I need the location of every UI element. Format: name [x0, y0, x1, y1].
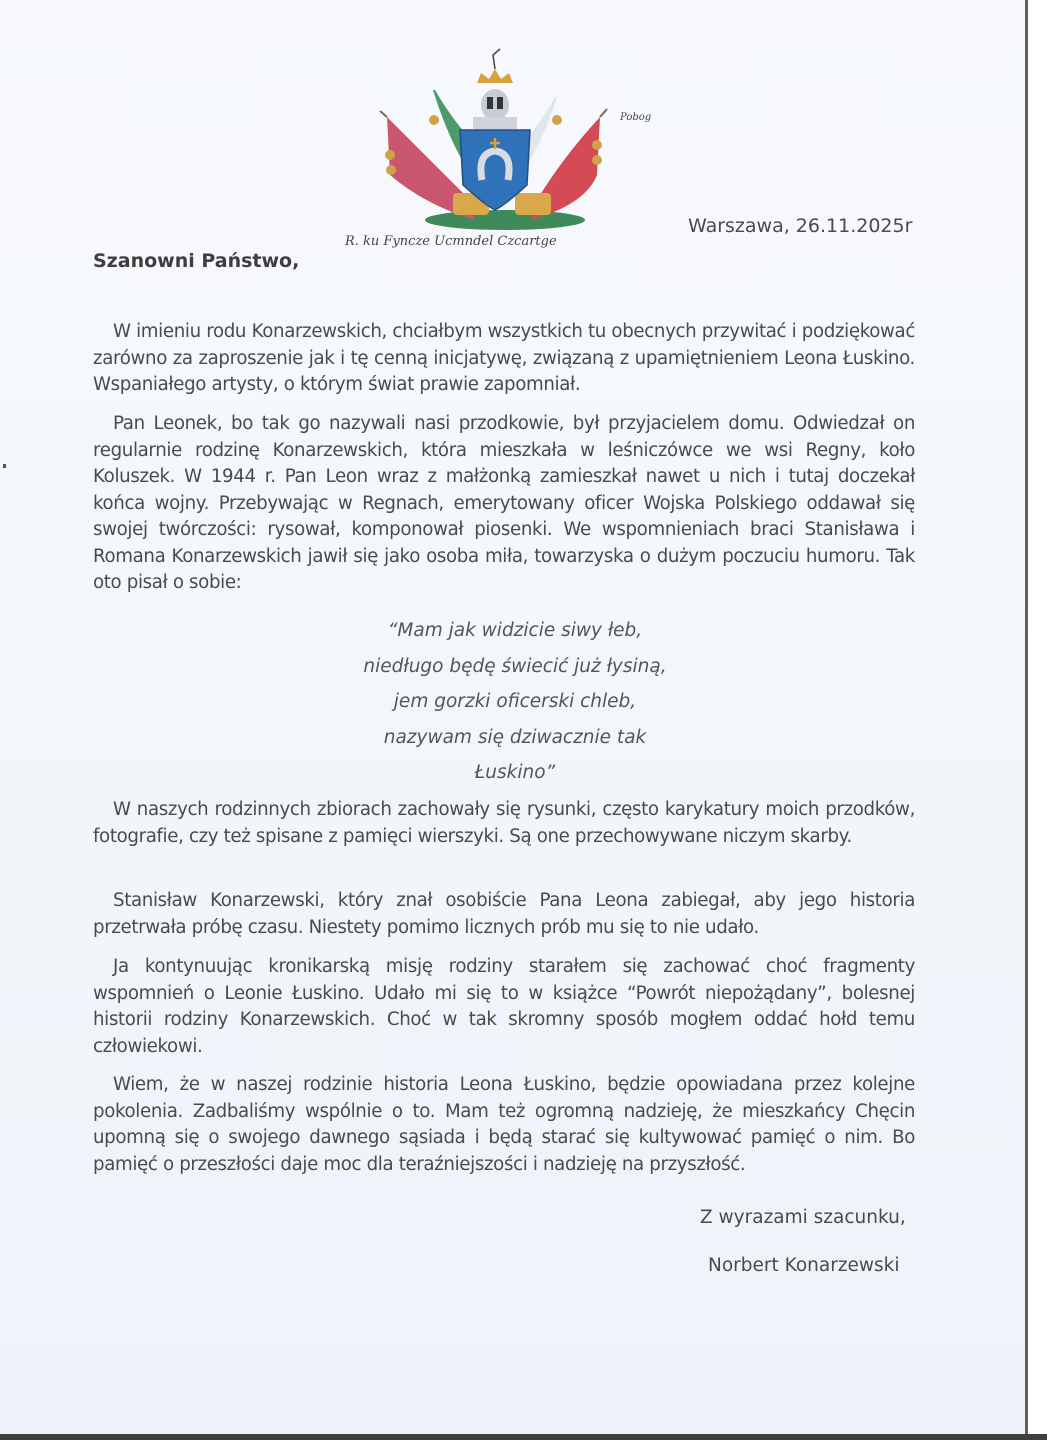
paragraph-text: W imieniu rodu Konarzewskich, chciałbym wszystkich tu obecnych przywitać i podziękować zarówno za zaproszenie jak i tę cenną inicjatywę, związaną z upamiętnieniem Leona Łuskino. Wspaniałego artysty, o którym świat prawie zapomniał.: [93, 321, 915, 395]
paragraph-text: Wiem, że w naszej rodzinie historia Leona Łuskino, będzie opowiadana przez kolejne pokolenia. Zadbaliśmy wspólnie o to. Mam też ogromną nadzieję, że mieszkańcy Chęcin upomną się o swojego dawnego sąsiada i będą starać się kultywować pamięć o nim. Bo pamięć o przeszłości daje moc dla teraźniejszości i nadzieję na przyszłość.: [93, 1074, 915, 1175]
letter-date: Warszawa, 26.11.2025r: [688, 215, 913, 237]
poem-line: “Mam jak widzicie siwy łeb,: [387, 620, 643, 641]
signature-name: Norbert Konarzewski: [708, 1255, 900, 1276]
crest-motto: R. ku Fyncze Ucmndel Czcartge: [345, 234, 557, 249]
paragraph: [93, 797, 915, 850]
coat-of-arms-icon: [335, 45, 675, 265]
scan-bottom-edge: [0, 1434, 1047, 1440]
paragraph: [93, 319, 915, 399]
paragraph-text: W naszych rodzinnych zbiorach zachowały się rysunki, często karykatury moich przodków, fotografie, czy też spisane z pamięci wierszyki. Są one przechowywane niczym skarby.: [93, 799, 915, 847]
crest-tag: Pobog: [620, 112, 652, 123]
poem-line: nazywam się dziwacznie tak: [383, 726, 647, 748]
paragraph: [93, 411, 915, 597]
paragraph-text: Ja kontynuując kronikarską misję rodziny starałem się zachować choć fragmenty wspomnień o Leonie Łuskino. Udało mi się to w książce “Powrót niepożądany”, bolesnej historii rodziny Konarzewskich. Choć w tak skromny sposób mogłem oddać hołd temu człowiekowi.: [93, 956, 915, 1057]
poem-quote: [300, 613, 730, 791]
poem-line: Łuskino”: [474, 762, 556, 783]
paragraph-text: Stanisław Konarzewski, który znał osobiście Pana Leona zabiegał, aby jego historia przetrwała próbę czasu. Niestety pomimo licznych prób mu się to nie udało.: [93, 890, 915, 938]
poem-line: jem gorzki oficerski chleb,: [393, 691, 637, 712]
paragraph-text: Pan Leonek, bo tak go nazywali nasi przodkowie, był przyjacielem domu. Odwiedzał on regularnie rodzinę Konarzewskich, która mieszkała w leśniczówce we wsi Regny, koło Koluszek. W 1944 r. Pan Leon wraz z małżonką zamieszkał nawet u nich i tutaj doczekał końca wojny. Przebywając w Regnach, emerytowany oficer Wojska Polskiego oddawał się swojej twórczości: rysował, komponował piosenki. We wspomnieniach braci Stanisława i Romana Konarzewskich jawił się jako osoba miła, towarzyska o dużym poczuciu humoru. Tak oto pisał o sobie:: [93, 413, 915, 593]
paragraph: [93, 888, 915, 941]
paragraph: [93, 1072, 915, 1178]
scan-margin: [1028, 0, 1047, 1440]
paragraph: [93, 954, 915, 1060]
closing-phrase: Z wyrazami szacunku,: [700, 1207, 906, 1228]
poem-line: niedługo będę świecić już łysiną,: [363, 655, 667, 677]
scan-speck: [3, 464, 6, 468]
salutation: Szanowni Państwo,: [93, 250, 300, 272]
